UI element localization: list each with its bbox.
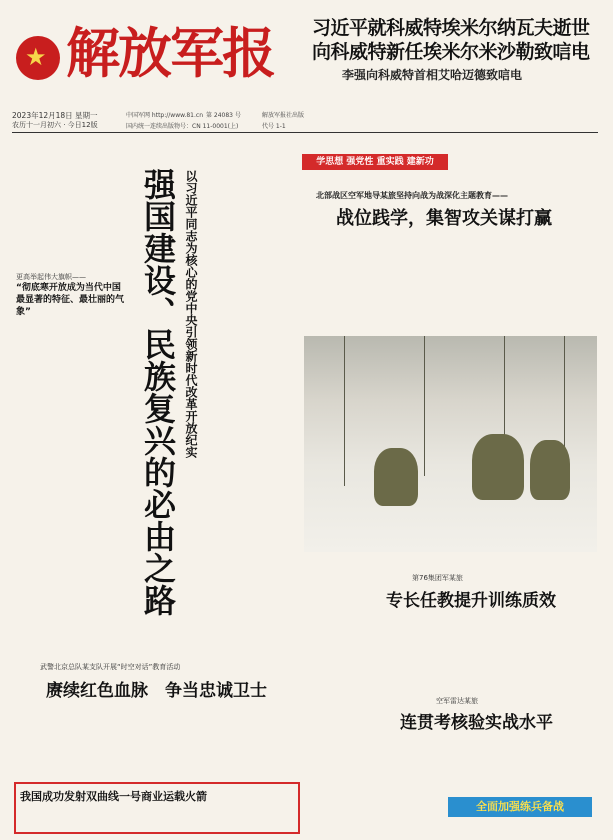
headline-line-1: 习近平就科威特埃米尔纳瓦夫逝世 xyxy=(312,17,590,39)
feature-title: 强国建设、民族复兴的必由之路 xyxy=(139,168,177,616)
masthead xyxy=(10,10,305,118)
training-banner-text: 全面加强练兵备战 xyxy=(476,800,564,813)
website: 中国军网 http://www.81.cn xyxy=(126,112,204,119)
photo-story-headline: 专长任教提升训练质效 xyxy=(386,591,556,611)
story3-headline: 赓续红色血脉 争当忠诚卫士 xyxy=(46,681,267,701)
postal-code: 代号 1-1 xyxy=(262,123,286,130)
issue-number: 第 24083 号 xyxy=(206,112,241,119)
photo-story-kicker: 第76集团军某旅 xyxy=(412,574,463,582)
star-icon: ★ xyxy=(25,43,47,71)
headline-line-2: 向科威特新任埃米尔米沙勒致唁电 xyxy=(312,41,590,63)
study-banner-text: 学思想 强党性 重实践 建新功 xyxy=(316,157,434,167)
publisher: 解放军报社出版 xyxy=(262,112,305,119)
left-headline: “彻底寒开放成为当代中国最显著的特征、最壮丽的气象” xyxy=(16,283,125,317)
lunar-date: 农历十一月初六 · 今日12版 xyxy=(12,121,98,129)
story2-kicker: 空军雷达某旅 xyxy=(436,697,478,705)
cn-code: 国内统一连续出版物号：CN 11-0001(上) xyxy=(126,123,239,130)
top-divider xyxy=(12,132,598,133)
story3-kicker: 武警北京总队某支队开展“时空对话”教育活动 xyxy=(40,663,181,671)
story4-headline: 我国成功发射双曲线一号商业运载火箭 xyxy=(20,790,207,803)
newspaper-title: 解放军报 xyxy=(66,21,274,85)
feature-subtitle: 以习近平同志为核心的党中央引领新时代改革开放纪实 xyxy=(184,170,198,458)
news-photo xyxy=(304,336,597,552)
emblem-icon xyxy=(16,36,60,80)
mid-story-headline: 战位践学，集智攻关谋打赢 xyxy=(336,208,552,229)
training-banner xyxy=(448,797,592,817)
study-banner xyxy=(302,154,448,170)
left-kicker: 更高举起伟大旗帜—— xyxy=(16,273,86,281)
issue-date: 2023年12月18日 星期一 xyxy=(12,111,98,120)
mid-story-kicker: 北部战区空军地导某旅坚持向战为战深化主题教育—— xyxy=(316,191,508,200)
story2-headline: 连贯考核验实战水平 xyxy=(400,713,553,733)
headline-subtitle: 李强向科威特首相艾哈迈德致唁电 xyxy=(342,68,523,82)
